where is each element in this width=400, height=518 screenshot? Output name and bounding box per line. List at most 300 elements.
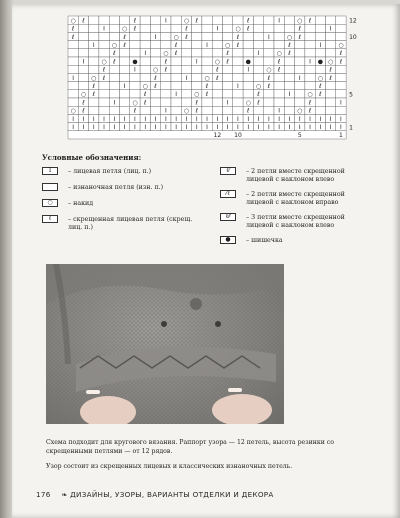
chart-cell [109,73,119,81]
chart-symbol: ○ [235,25,241,33]
row-number-label: 10 [349,34,357,42]
chart-symbol: I [309,115,311,123]
legend-item-bobble [220,237,372,246]
twisted-knit-icon: ℓ [42,215,58,223]
chart-symbol: I [247,115,250,123]
chart-cell [305,24,315,32]
chart-symbol: ℓ [82,99,85,107]
legend-text: – 2 петли вместе скрещенной лицевой с наклоном влево [246,168,345,183]
chart-cell [109,65,119,73]
chart-symbol: ℓ [277,66,281,74]
chart-symbol: ℓ [267,74,271,82]
chart-cell [99,98,109,106]
chart-cell [223,73,233,81]
chart-cell [181,98,191,106]
chart-cell [120,106,130,114]
chart-symbol: I [72,74,75,82]
chart-cell [253,32,263,40]
chart-symbol: I [206,124,208,131]
chart-cell [78,49,88,57]
chart-cell [264,106,274,114]
chart-cell [202,98,212,106]
chart-cell [284,57,294,65]
chart-symbol: ℓ [164,66,168,74]
chart-cell [202,65,212,73]
chart-cell [212,16,222,24]
chart-symbol: ℓ [102,74,106,82]
chart-cell [315,24,325,32]
chart-symbol: ○ [91,74,97,82]
chart-symbol: ● [132,58,138,66]
chart-cell [120,90,130,98]
chart-symbol: I [257,124,260,131]
legend-item-twisted-knit [42,216,202,232]
chart-cell [171,98,181,106]
chart-cell [253,65,263,73]
chart-cell [202,24,212,32]
k2tog-right-icon: ⁄ℓ [220,190,236,198]
chart-symbol: ℓ [277,58,281,66]
chart-cell [130,49,140,57]
chart-symbol: I [82,124,85,131]
chart-cell [223,32,233,40]
legend-left-column [42,168,202,239]
leaf-icon: ❧ [61,490,68,499]
row-number-label: 5 [349,91,353,99]
chart-cell [243,41,253,49]
caption-paragraph-2: Узор состоит из скрещенных лицевых и классических изнаночных петель. [46,463,293,470]
chart-symbol: I [72,115,75,123]
chart-cell [181,57,191,65]
chart-symbol: I [309,58,311,66]
chart-cell [223,106,233,114]
chart-cell [315,16,325,24]
chart-cell [212,90,222,98]
chart-symbol: I [113,115,116,123]
chart-cell [295,82,305,90]
chart-cell [243,49,253,57]
chart-cell [78,41,88,49]
chart-cell [171,24,181,32]
chart-cell [161,73,171,81]
knitting-chart [64,14,364,140]
chart-symbol: I [154,33,157,41]
chart-cell [264,57,274,65]
chart-cell [253,57,263,65]
chart-cell [315,49,325,57]
chart-cell [295,98,305,106]
chart-cell [202,32,212,40]
chart-symbol: I [329,25,332,33]
chart-cell [264,98,274,106]
knitted-sample-photo [46,264,284,424]
chart-symbol: ○ [204,74,210,82]
chart-cell [140,16,150,24]
chart-symbol: I [195,58,198,66]
chart-symbol: ℓ [205,83,209,90]
chart-cell [120,57,130,65]
chart-symbol: ℓ [71,33,75,41]
chart-cell [192,73,202,81]
bobble-icon: ● [220,236,236,244]
chart-cell [264,49,274,57]
chart-symbol: ℓ [226,58,229,66]
legend [42,153,372,244]
chart-cell [315,98,325,106]
chart-symbol: ℓ [319,83,322,90]
chart-cell [140,65,150,73]
chart-cell [109,90,119,98]
chart-cell [326,82,336,90]
chart-cell [161,24,171,32]
chart-symbol: ℓ [154,83,157,90]
chart-cell [89,65,99,73]
chart-symbol: I [103,124,105,131]
chart-cell [202,106,212,114]
chart-cell [336,32,346,40]
chart-cell [233,98,243,106]
yarn-over-icon: ○ [42,199,58,207]
chart-cell [212,32,222,40]
chart-cell [315,106,325,114]
chart-symbol: ℓ [123,42,126,49]
chart-cell [336,73,346,81]
legend-title: Условные обозначения: [42,153,142,162]
chart-cell [120,65,130,73]
chart-cell [171,65,181,73]
chart-symbol: I [134,115,136,123]
chart-symbol: ℓ [123,33,126,41]
chart-cell [130,82,140,90]
chart-cell [161,82,171,90]
chart-cell [120,98,130,106]
chart-symbol: I [206,115,208,123]
chart-cell [295,57,305,65]
chart-cell [161,90,171,98]
chart-symbol: ○ [276,50,282,58]
chart-symbol: ℓ [144,99,147,107]
chart-cell [78,73,88,81]
chart-symbol: ℓ [257,91,260,99]
chart-cell [161,32,171,40]
chart-cell [305,65,315,73]
legend-text: – 2 петли вместе скрещенной лицевой с наклоном вправо [246,191,345,206]
chart-symbol: I [92,115,95,123]
chart-cell [89,106,99,114]
chart-symbol: I [216,115,219,123]
chart-cell [336,16,346,24]
chart-cell [99,16,109,24]
chart-cell [140,106,150,114]
chart-symbol: ○ [111,42,117,49]
chart-cell [284,16,294,24]
chart-symbol: ℓ [308,107,312,115]
chart-cell [326,90,336,98]
chart-cell [274,98,284,106]
chart-cell [171,57,181,65]
chart-cell [140,57,150,65]
chart-cell [264,41,274,49]
chart-cell [120,49,130,57]
legend-item-k2tog-left [220,168,372,184]
chart-symbol: ℓ [71,25,75,33]
chart-symbol: ℓ [216,74,219,82]
chart-symbol: ℓ [236,33,240,41]
chart-cell [274,24,284,32]
chart-symbol: I [278,17,281,25]
chart-cell [253,41,263,49]
chart-symbol: I [175,91,178,99]
chart-symbol: I [257,115,260,123]
chart-cell [192,65,202,73]
chart-symbol: ℓ [298,33,301,41]
chart-cell [305,41,315,49]
chart-cell [68,41,78,49]
chart-symbol: ○ [101,58,107,66]
chart-symbol: I [267,33,270,41]
chart-cell [253,16,263,24]
chart-symbol: I [103,25,105,33]
chart-symbol: ○ [307,91,313,99]
chart-symbol: ○ [286,33,293,41]
chart-cell [305,49,315,57]
chart-cell [99,106,109,114]
chart-symbol: I [298,124,301,131]
chart-cell [68,90,78,98]
chart-symbol: ℓ [185,33,188,41]
purl-stitch-icon [42,183,58,191]
chart-cell [161,98,171,106]
chart-cell [223,82,233,90]
chart-symbol: I [216,124,219,131]
chart-cell [295,65,305,73]
chart-cell [243,82,253,90]
chart-symbol: I [185,124,188,131]
chart-cell [336,82,346,90]
chart-symbol: I [319,42,322,49]
chart-symbol: ℓ [82,17,85,25]
chart-cell [274,41,284,49]
chart-cell [109,106,119,114]
chart-symbol: I [154,124,157,131]
chart-symbol: I [164,115,167,123]
chart-cell [243,32,253,40]
chart-cell [150,41,160,49]
chart-symbol: I [288,91,291,99]
knit-stitch-icon: I [42,167,58,175]
chart-symbol: ℓ [226,50,229,58]
row-number-label: 1 [349,124,353,132]
chart-cell [336,65,346,73]
chart-symbol: I [185,115,188,123]
chart-cell [109,32,119,40]
chart-cell [89,32,99,40]
chart-symbol: ℓ [267,83,271,90]
chart-cell [192,49,202,57]
chart-symbol: I [154,115,157,123]
chart-symbol: I [298,74,301,82]
row-number-label: 12 [349,17,357,25]
chart-cell [326,16,336,24]
stitch-number-label: 10 [234,132,242,140]
chart-symbol: I [267,115,270,123]
chart-cell [130,90,140,98]
chart-symbol: I [257,50,260,58]
chart-cell [181,65,191,73]
chart-cell [202,57,212,65]
chart-cell [171,16,181,24]
legend-text: – лицевая петля (лиц. п.) [68,168,152,175]
chart-cell [233,106,243,114]
chart-cell [68,82,78,90]
chart-cell [192,82,202,90]
chart-cell [150,98,160,106]
chart-symbol: ℓ [113,58,116,66]
chart-cell [192,24,202,32]
chart-cell [99,90,109,98]
chart-symbol: I [144,124,147,131]
chart-grid [64,14,364,140]
chart-symbol: ℓ [329,74,332,82]
chart-cell [89,24,99,32]
chart-symbol: I [340,124,342,131]
chart-symbol: ℓ [82,107,85,115]
chart-symbol: ○ [245,99,251,107]
chart-symbol: I [195,124,198,131]
chart-symbol: ○ [183,107,190,115]
chart-cell [150,57,160,65]
chart-cell [150,106,160,114]
chart-symbol: I [319,115,322,123]
chart-cell [120,73,130,81]
chart-symbol: I [164,17,167,25]
chart-symbol: ○ [163,50,169,58]
caption-paragraph-1: Схема подходит для кругового вязания. Раппорт узора — 12 петель, высота резинки со скрещенными петлями — от 12 рядов. [46,439,334,455]
chart-symbol: ○ [297,17,303,25]
legend-item-knit [42,168,202,177]
chart-cell [89,57,99,65]
chart-symbol: I [113,124,116,131]
chart-symbol: I [134,124,136,131]
chart-cell [150,16,160,24]
chart-symbol: ○ [183,17,190,25]
chart-symbol: ○ [255,83,262,90]
chart-cell [181,90,191,98]
chart-cell [274,73,284,81]
legend-item-purl [42,184,202,193]
chart-cell [284,82,294,90]
chart-cell [284,98,294,106]
chart-cell [295,49,305,57]
chart-symbol: ℓ [133,17,137,25]
chart-symbol: I [340,115,342,123]
chart-cell [233,90,243,98]
chart-symbol: ℓ [308,99,312,107]
chart-symbol: I [329,124,332,131]
chart-symbol: ○ [173,33,179,41]
chart-cell [140,24,150,32]
chart-symbol: ○ [328,58,334,66]
chart-symbol: I [175,115,178,123]
chart-symbol: ℓ [195,107,198,115]
chart-symbol: ℓ [195,17,198,25]
chart-symbol: ℓ [195,99,198,107]
chart-symbol: I [237,124,239,131]
chart-symbol: ℓ [113,50,116,58]
legend-text: – 3 петли вместе скрещенной лицевой с наклоном влево [246,214,345,229]
footer-title: ДИЗАЙНЫ, УЗОРЫ, ВАРИАНТЫ ОТДЕЛКИ И ДЕКОРА [70,490,274,499]
k3tog-left-icon: ℓ⁄⁄ [220,213,236,221]
chart-symbol: ○ [214,58,220,66]
chart-cell [78,82,88,90]
chart-symbol: I [226,124,229,131]
chart-symbol: ● [245,58,251,66]
chart-cell [253,106,263,114]
chart-symbol: I [123,83,126,90]
chart-symbol: I [113,99,116,107]
chart-symbol: ℓ [236,42,240,49]
chart-cell [171,106,181,114]
legend-item-k3tog-left [220,214,372,230]
caption [46,438,366,477]
chart-symbol: I [206,42,208,49]
chart-cell [99,32,109,40]
chart-cell [253,73,263,81]
chart-symbol: ℓ [257,99,260,107]
chart-symbol: ℓ [92,91,95,99]
chart-symbol: ℓ [133,25,137,33]
chart-cell [140,32,150,40]
stitch-number-row [68,131,346,139]
chart-symbol: I [185,74,188,82]
chart-symbol: I [226,115,229,123]
chart-symbol: ℓ [247,25,250,33]
chart-symbol: ○ [70,17,76,25]
chart-cell [326,49,336,57]
chart-symbol: I [164,124,167,131]
chart-symbol: ℓ [288,42,291,49]
chart-cell [223,16,233,24]
legend-text: – изнаночная петля (изн. п.) [68,184,164,191]
legend-right-column [220,168,372,253]
legend-text: – накид [68,200,94,207]
chart-cell [253,24,263,32]
chart-symbol: ℓ [329,66,332,74]
chart-symbol: I [123,124,126,131]
legend-text: – скрещенная лицевая петля (скрещ. лиц. п.) [68,216,193,231]
chart-symbol: ℓ [247,107,250,115]
chart-cell [233,16,243,24]
chart-cell [89,49,99,57]
chart-cell [284,24,294,32]
chart-symbol: ℓ [339,58,343,66]
chart-cell [181,41,191,49]
stitch-number-label: 1 [339,132,343,140]
chart-symbol: ○ [142,83,148,90]
chart-cell [78,32,88,40]
chart-cell [264,24,274,32]
chart-cell [68,57,78,65]
chart-symbol: I [340,99,342,107]
chart-symbol: ○ [194,91,200,99]
chart-symbol: I [278,115,281,123]
chart-cell [223,90,233,98]
chart-symbol: ℓ [144,91,147,99]
chart-cell [243,90,253,98]
chart-cell [315,32,325,40]
chart-symbol: ℓ [133,107,137,115]
chart-cell [274,90,284,98]
